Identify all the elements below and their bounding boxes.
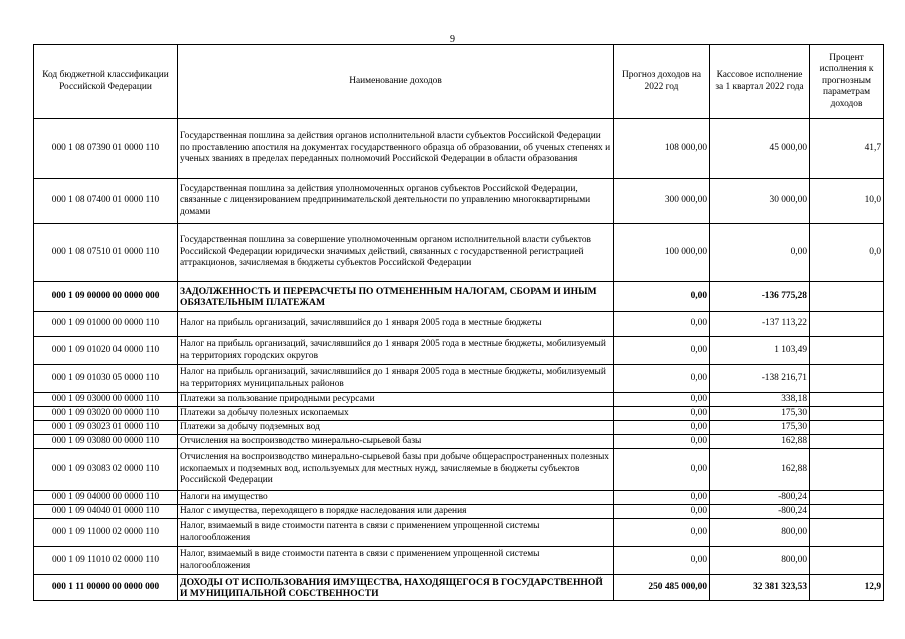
- row-code: 000 1 08 07510 01 0000 110: [34, 224, 178, 282]
- row-percent: 10,0: [810, 179, 884, 224]
- row-cash: -136 775,28: [710, 282, 810, 312]
- row-cash: 45 000,00: [710, 119, 810, 179]
- table-row-section: [34, 575, 884, 601]
- row-forecast: 0,00: [614, 519, 710, 547]
- row-name: Платежи за пользование природными ресурсами: [178, 393, 614, 407]
- table-row: [34, 119, 884, 179]
- row-code: 000 1 09 03083 02 0000 110: [34, 449, 178, 491]
- table-row: [34, 547, 884, 575]
- row-cash: -138 216,71: [710, 365, 810, 393]
- row-code: 000 1 09 01020 04 0000 110: [34, 337, 178, 365]
- table-row: [34, 505, 884, 519]
- row-cash: 800,00: [710, 519, 810, 547]
- row-name: Налог, взимаемый в виде стоимости патента в связи с применением упрощенной системы налогообложения: [178, 519, 614, 547]
- row-forecast: 100 000,00: [614, 224, 710, 282]
- row-cash: 175,30: [710, 421, 810, 435]
- row-name: Государственная пошлина за совершение уполномоченным органом исполнительной власти субъектов Российской Федерации юридически значимых действий, связанных с государственной регистрацией аттракционов, зачисляемая в бюджеты субъектов Российской Федерации: [178, 224, 614, 282]
- row-cash: -800,24: [710, 491, 810, 505]
- row-forecast: 0,00: [614, 505, 710, 519]
- page-number: 9: [450, 34, 455, 45]
- row-code: 000 1 09 04040 01 0000 110: [34, 505, 178, 519]
- header-percent: Процент исполнения к прогнозным параметрам доходов: [810, 45, 884, 119]
- row-percent: [810, 449, 884, 491]
- row-cash: 30 000,00: [710, 179, 810, 224]
- row-percent: 41,7: [810, 119, 884, 179]
- table-row: [34, 407, 884, 421]
- row-percent: [810, 337, 884, 365]
- row-percent: 0,0: [810, 224, 884, 282]
- table-row: [34, 435, 884, 449]
- revenue-table: [33, 44, 884, 601]
- row-percent: [810, 519, 884, 547]
- row-percent: 12,9: [810, 575, 884, 601]
- table-row: [34, 337, 884, 365]
- row-forecast: 300 000,00: [614, 179, 710, 224]
- header-forecast: Прогноз доходов на 2022 год: [614, 45, 710, 119]
- row-forecast: 0,00: [614, 491, 710, 505]
- row-code: 000 1 09 00000 00 0000 000: [34, 282, 178, 312]
- row-percent: [810, 491, 884, 505]
- row-name: Государственная пошлина за действия органов исполнительной власти субъектов Российской Федерации по проставлению апостиля на документах государственного образца об образовании, об ученых степенях и ученых званиях в пределах переданных полномочий Российской Федерации в области образования: [178, 119, 614, 179]
- row-code: 000 1 09 04000 00 0000 110: [34, 491, 178, 505]
- row-code: 000 1 09 03080 00 0000 110: [34, 435, 178, 449]
- row-forecast: 0,00: [614, 393, 710, 407]
- table-header-row: [34, 45, 884, 119]
- row-forecast: 0,00: [614, 547, 710, 575]
- row-forecast: 108 000,00: [614, 119, 710, 179]
- header-name: Наименование доходов: [178, 45, 614, 119]
- row-percent: [810, 435, 884, 449]
- row-cash: 338,18: [710, 393, 810, 407]
- row-percent: [810, 365, 884, 393]
- header-code: Код бюджетной классификации Российской Федерации: [34, 45, 178, 119]
- row-name: Налог на прибыль организаций, зачислявшийся до 1 января 2005 года в местные бюджеты, мобилизуемый на территориях муниципальных районов: [178, 365, 614, 393]
- header-cash: Кассовое исполнение за 1 квартал 2022 года: [710, 45, 810, 119]
- row-name: ДОХОДЫ ОТ ИСПОЛЬЗОВАНИЯ ИМУЩЕСТВА, НАХОДЯЩЕГОСЯ В ГОСУДАРСТВЕННОЙ И МУНИЦИПАЛЬНОЙ СОБСТВЕННОСТИ: [178, 575, 614, 601]
- table-row: [34, 224, 884, 282]
- row-cash: 0,00: [710, 224, 810, 282]
- row-name: Платежи за добычу полезных ископаемых: [178, 407, 614, 421]
- table-row: [34, 365, 884, 393]
- row-cash: 800,00: [710, 547, 810, 575]
- row-code: 000 1 11 00000 00 0000 000: [34, 575, 178, 601]
- row-percent: [810, 312, 884, 337]
- row-code: 000 1 09 11000 02 0000 110: [34, 519, 178, 547]
- row-percent: [810, 505, 884, 519]
- row-percent: [810, 282, 884, 312]
- table-row: [34, 179, 884, 224]
- row-name: Налоги на имущество: [178, 491, 614, 505]
- row-forecast: 0,00: [614, 407, 710, 421]
- row-code: 000 1 09 03020 00 0000 110: [34, 407, 178, 421]
- row-percent: [810, 407, 884, 421]
- row-cash: 175,30: [710, 407, 810, 421]
- row-name: Налог с имущества, переходящего в порядке наследования или дарения: [178, 505, 614, 519]
- row-name: Налог на прибыль организаций, зачислявшийся до 1 января 2005 года в местные бюджеты: [178, 312, 614, 337]
- table-row: [34, 421, 884, 435]
- row-name: Платежи за добычу подземных вод: [178, 421, 614, 435]
- row-forecast: 0,00: [614, 282, 710, 312]
- row-name: Налог, взимаемый в виде стоимости патента в связи с применением упрощенной системы налогообложения: [178, 547, 614, 575]
- row-name: Налог на прибыль организаций, зачислявшийся до 1 января 2005 года в местные бюджеты, мобилизуемый на территориях городских округов: [178, 337, 614, 365]
- row-percent: [810, 547, 884, 575]
- row-forecast: 0,00: [614, 337, 710, 365]
- table-row: [34, 519, 884, 547]
- row-forecast: 0,00: [614, 449, 710, 491]
- row-forecast: 0,00: [614, 312, 710, 337]
- row-cash: 32 381 323,53: [710, 575, 810, 601]
- row-code: 000 1 08 07400 01 0000 110: [34, 179, 178, 224]
- row-code: 000 1 08 07390 01 0000 110: [34, 119, 178, 179]
- row-cash: -800,24: [710, 505, 810, 519]
- table-row: [34, 393, 884, 407]
- row-code: 000 1 09 03000 00 0000 110: [34, 393, 178, 407]
- row-cash: 1 103,49: [710, 337, 810, 365]
- row-code: 000 1 09 03023 01 0000 110: [34, 421, 178, 435]
- row-forecast: 0,00: [614, 435, 710, 449]
- table-row-section: [34, 282, 884, 312]
- row-percent: [810, 393, 884, 407]
- row-name: ЗАДОЛЖЕННОСТЬ И ПЕРЕРАСЧЕТЫ ПО ОТМЕНЕННЫМ НАЛОГАМ, СБОРАМ И ИНЫМ ОБЯЗАТЕЛЬНЫМ ПЛАТЕЖАМ: [178, 282, 614, 312]
- row-forecast: 0,00: [614, 421, 710, 435]
- row-name: Отчисления на воспроизводство минерально-сырьевой базы при добыче общераспространенных полезных ископаемых и подземных вод, используемых для местных нужд, зачисляемые в бюджеты субъектов Российской Федерации: [178, 449, 614, 491]
- row-code: 000 1 09 11010 02 0000 110: [34, 547, 178, 575]
- row-name: Государственная пошлина за действия уполномоченных органов субъектов Российской Федерации, связанные с лицензированием предпринимательской деятельности по управлению многоквартирными домами: [178, 179, 614, 224]
- row-cash: 162,88: [710, 449, 810, 491]
- table-row: [34, 491, 884, 505]
- row-name: Отчисления на воспроизводство минерально-сырьевой базы: [178, 435, 614, 449]
- row-forecast: 250 485 000,00: [614, 575, 710, 601]
- row-cash: -137 113,22: [710, 312, 810, 337]
- row-percent: [810, 421, 884, 435]
- table-row: [34, 312, 884, 337]
- row-code: 000 1 09 01000 00 0000 110: [34, 312, 178, 337]
- row-forecast: 0,00: [614, 365, 710, 393]
- row-code: 000 1 09 01030 05 0000 110: [34, 365, 178, 393]
- row-cash: 162,88: [710, 435, 810, 449]
- table-row: [34, 449, 884, 491]
